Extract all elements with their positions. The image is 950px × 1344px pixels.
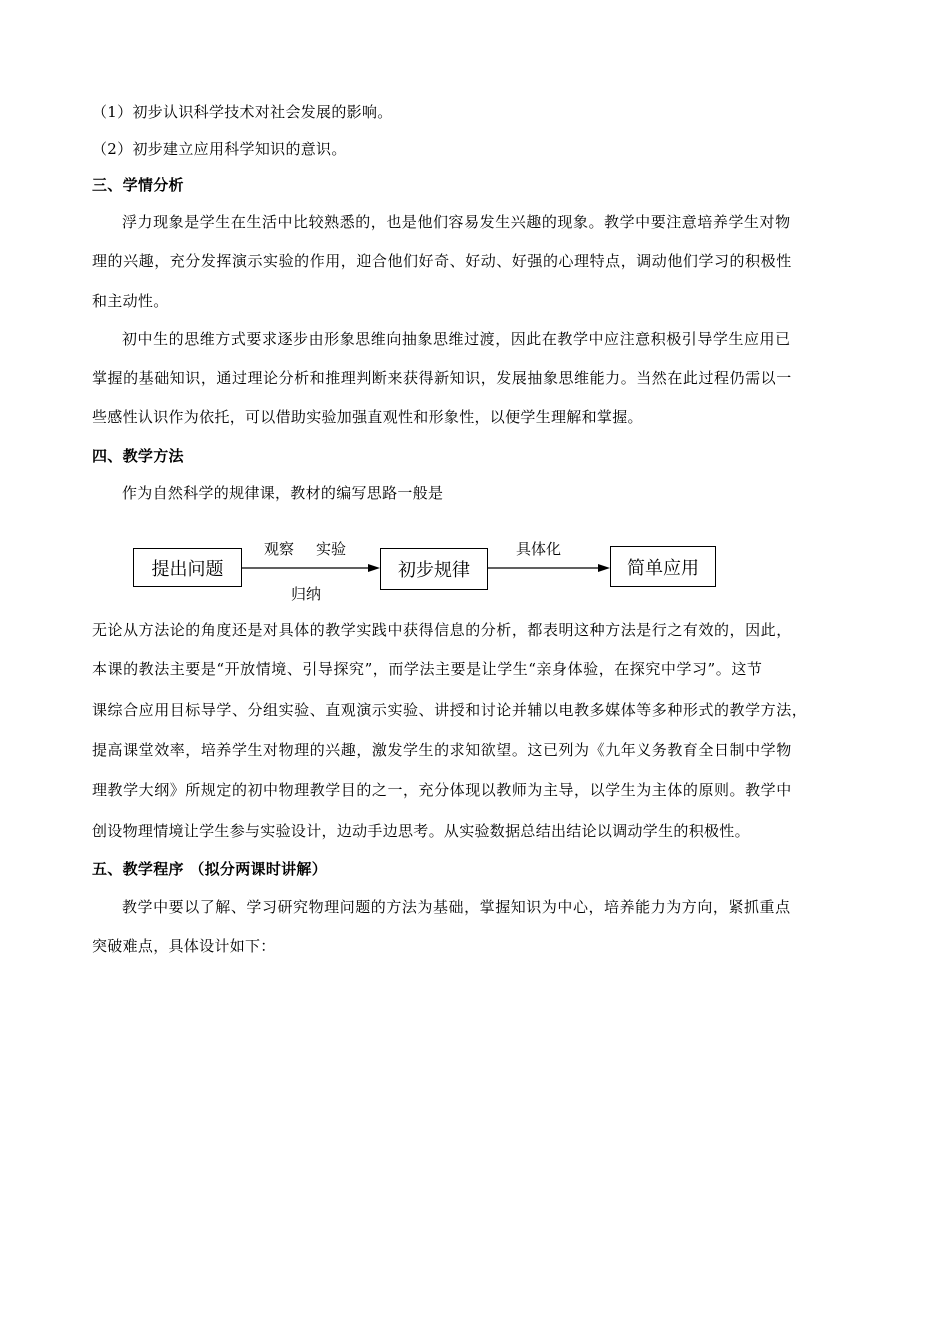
- paragraph-line: 创设物理情境让学生参与实验设计，边动手边思考。从实验数据总结出结论以调动学生的积极性。: [92, 822, 750, 840]
- flow-label-experiment: 实验: [316, 540, 347, 558]
- section-heading-4: 四、教学方法: [92, 447, 184, 465]
- flow-box-ask-question: 提出问题: [133, 548, 242, 587]
- method-flow-diagram: [130, 535, 730, 610]
- paragraph-line: 初中生的思维方式要求逐步由形象思维向抽象思维过渡，因此在教学中应注意积极引导学生应用已: [122, 330, 791, 348]
- paragraph-line: 掌握的基础知识，通过理论分析和推理判断来获得新知识，发展抽象思维能力。当然在此过程仍需以一: [92, 369, 792, 387]
- flow-box-preliminary-law: 初步规律: [380, 548, 488, 590]
- section-heading-3: 三、学情分析: [92, 176, 184, 194]
- flow-label-induce: 归纳: [291, 585, 322, 603]
- paragraph-line: 作为自然科学的规律课，教材的编写思路一般是: [122, 484, 444, 502]
- paragraph-line: 无论从方法论的角度还是对具体的教学实践中获得信息的分析，都表明这种方法是行之有效的，因此，: [92, 621, 792, 639]
- paragraph-line: 理教学大纲》所规定的初中物理教学目的之一，充分体现以教师为主导，以学生为主体的原则。教学中: [92, 781, 792, 799]
- flow-label-observe: 观察: [264, 540, 295, 558]
- paragraph-line: 理的兴趣，充分发挥演示实验的作用，迎合他们好奇、好动、好强的心理特点，调动他们学习的积极性: [92, 252, 792, 270]
- objective-line-1: （1）初步认识科学技术对社会发展的影响。: [92, 103, 393, 121]
- paragraph-line: 浮力现象是学生在生活中比较熟悉的，也是他们容易发生兴趣的现象。教学中要注意培养学生对物: [122, 213, 791, 231]
- paragraph-line: 提高课堂效率，培养学生对物理的兴趣，激发学生的求知欲望。这已列为《九年义务教育全日制中学物: [92, 741, 792, 759]
- paragraph-line: 突破难点，具体设计如下：: [92, 937, 276, 955]
- paragraph-line: 些感性认识作为依托，可以借助实验加强直观性和形象性，以便学生理解和掌握。: [92, 408, 643, 426]
- paragraph-line: 课综合应用目标导学、分组实验、直观演示实验、讲授和讨论并辅以电教多媒体等多种形式的教学方法，: [92, 701, 808, 719]
- flow-label-concretize: 具体化: [516, 540, 562, 558]
- section-heading-5: 五、教学程序 （拟分两课时讲解）: [92, 860, 328, 878]
- flow-arrow-2-head: [598, 564, 610, 572]
- objective-line-2: （2）初步建立应用科学知识的意识。: [92, 140, 347, 158]
- flow-box-simple-application: 简单应用: [610, 546, 716, 587]
- paragraph-line: 教学中要以了解、学习研究物理问题的方法为基础，掌握知识为中心，培养能力为方向，紧抓重点: [122, 898, 791, 916]
- paragraph-line: 和主动性。: [92, 292, 169, 310]
- paragraph-line: 本课的教法主要是“开放情境、引导探究”，而学法主要是让学生“亲身体验，在探究中学习”。这节: [92, 660, 763, 678]
- flow-arrow-1-head: [368, 564, 380, 572]
